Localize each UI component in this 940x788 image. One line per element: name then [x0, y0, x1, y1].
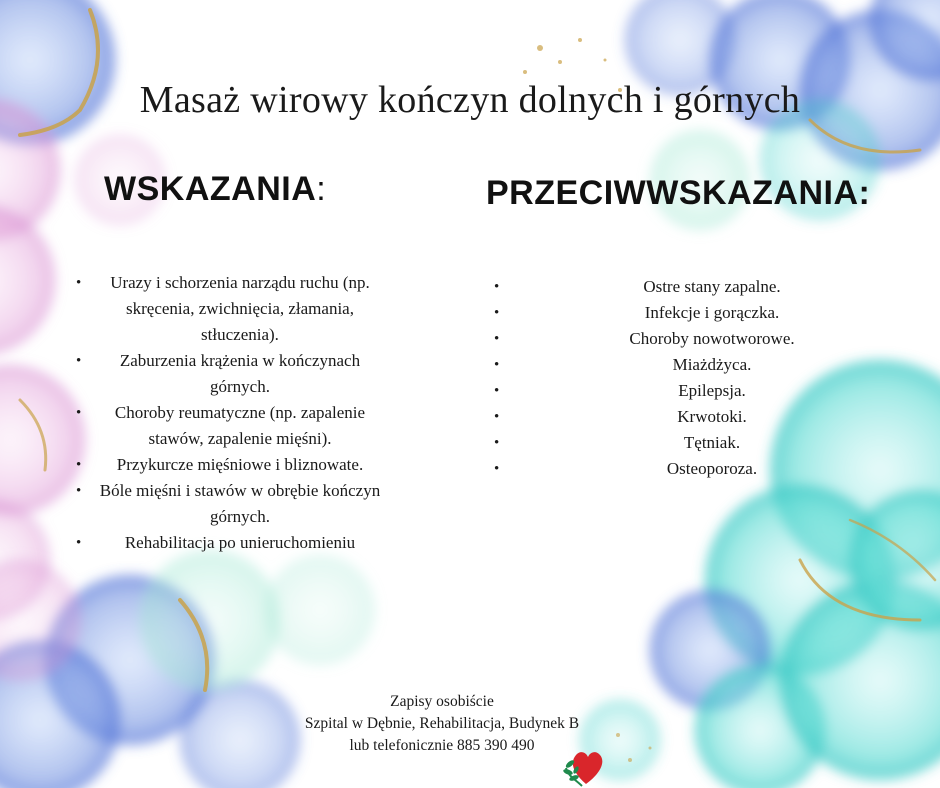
indications-heading-colon: :	[316, 170, 327, 208]
footer-line-address: Szpital w Dębnie, Rehabilitacja, Budynek B	[304, 715, 580, 732]
list-item: • Przykurcze mięśniowe i bliznowate.	[94, 452, 386, 478]
heart-leaf-logo-icon	[562, 740, 606, 788]
list-item: • Tętniak.	[512, 430, 912, 456]
contraindications-list	[512, 274, 912, 482]
footer-line-signup: Zapisy osobiście	[390, 693, 494, 710]
list-item: • Osteoporoza.	[512, 456, 912, 482]
list-item: • Choroby nowotworowe.	[512, 326, 912, 352]
list-item: • Infekcje i gorączka.	[512, 300, 912, 326]
list-item: • Epilepsja.	[512, 378, 912, 404]
indications-list	[94, 270, 386, 556]
list-item: • Zaburzenia krążenia w kończynach górnych.	[94, 348, 386, 400]
contraindications-heading: PRZECIWWSKAZANIA:	[486, 174, 871, 212]
indications-heading	[104, 170, 326, 209]
list-item: • Choroby reumatyczne (np. zapalenie stawów, zapalenie mięśni).	[94, 400, 386, 452]
page-title: Masaż wirowy kończyn dolnych i górnych	[139, 79, 801, 121]
list-item: • Rehabilitacja po unieruchomieniu	[94, 530, 386, 556]
list-item: • Ostre stany zapalne.	[512, 274, 912, 300]
footer-line-phone: lub telefonicznie 885 390 490	[349, 737, 535, 754]
list-item: • Miażdżyca.	[512, 352, 912, 378]
list-item: • Krwotoki.	[512, 404, 912, 430]
indications-heading-text: WSKAZANIA	[104, 170, 317, 208]
list-item: • Urazy i schorzenia narządu ruchu (np. skręcenia, zwichnięcia, złamania, stłuczenia).	[94, 270, 386, 348]
list-item: • Bóle mięśni i stawów w obrębie kończyn górnych.	[94, 478, 386, 530]
